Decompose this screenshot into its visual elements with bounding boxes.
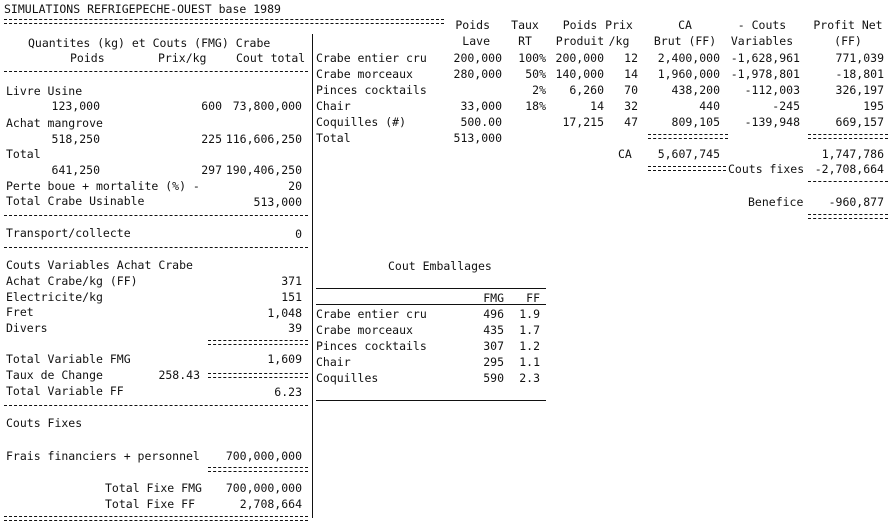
rule (208, 467, 308, 472)
rule (4, 247, 308, 248)
cell-prix: 12 (624, 51, 638, 65)
emb-col-fmg: FMG (483, 291, 504, 305)
left-header: Quantites (kg) et Couts (FMG) Crabe (28, 36, 271, 50)
cell-ca: 440 (699, 99, 720, 113)
emb-cell-fmg: 435 (483, 323, 504, 337)
total-usinable-value: 513,000 (253, 195, 302, 209)
cell-couts: -139,948 (744, 115, 800, 129)
hdr-poids-lave-2: Lave (462, 34, 490, 48)
rule (808, 181, 888, 182)
cell-taux: 18% (525, 99, 546, 113)
hdr-prix-2: /kg (608, 34, 630, 48)
cell-profit: 326,197 (835, 83, 884, 97)
cell-profit: 669,157 (835, 115, 884, 129)
hdr-poids-lave-1: Poids (455, 18, 490, 32)
electricite-value: 151 (281, 290, 302, 304)
emb-cell-ff: 1.1 (519, 355, 540, 369)
emb-cell-name: Coquilles (316, 371, 379, 385)
hdr-ca-2: Brut (FF) (653, 34, 717, 48)
hdr-poids-produit-2: Produit (555, 34, 605, 48)
emb-cell-name: Chair (316, 355, 351, 369)
cell-name: Chair (316, 99, 351, 113)
rule (4, 71, 308, 72)
livre-usine-label: Livre Usine (6, 84, 83, 98)
hdr-couts-1: - Couts (737, 18, 787, 32)
achat-prix: 225 (201, 132, 222, 146)
cell-poids-lave: 200,000 (453, 51, 502, 65)
cell-name: Coquilles (#) (316, 115, 407, 129)
rule (4, 405, 308, 406)
frais-label: Frais financiers + personnel (6, 449, 200, 463)
rule (648, 134, 728, 139)
cell-profit: 771,039 (835, 51, 884, 65)
achat-cout: 116,606,250 (225, 132, 302, 146)
cell-poids-produit: 6,260 (569, 83, 604, 97)
cell-name: Pinces cocktails (316, 83, 427, 97)
frais-value: 700,000,000 (225, 449, 302, 463)
couts-fixes-main-value: -2,708,664 (814, 162, 884, 176)
rule (316, 288, 546, 289)
col-cout-header: Cout total (236, 51, 306, 65)
rule (808, 214, 888, 219)
cell-couts: -245 (772, 99, 800, 113)
cell-poids-lave: 280,000 (453, 67, 502, 81)
emb-cell-ff: 2.3 (519, 371, 540, 385)
couts-fixes-label: Couts Fixes (6, 416, 83, 430)
cell-prix: 47 (624, 115, 638, 129)
total-var-fmg-value: 1,609 (267, 352, 302, 366)
ca-total: 5,607,745 (657, 147, 720, 161)
emb-cell-ff: 1.7 (519, 323, 540, 337)
cell-ca: 1,960,000 (657, 67, 720, 81)
hdr-prix-1: Prix (605, 18, 633, 32)
total-prix: 297 (201, 163, 222, 177)
cell-name: Crabe entier cru (316, 51, 427, 65)
achat-mangrove-label: Achat mangrove (6, 116, 103, 130)
cell-profit: 195 (863, 99, 884, 113)
cell-prix: 70 (624, 83, 638, 97)
cell-poids-lave: 500.00 (460, 115, 502, 129)
emb-cell-ff: 1.2 (519, 339, 540, 353)
cell-poids-produit: 17,215 (562, 115, 604, 129)
total-var-fmg-label: Total Variable FMG (6, 352, 131, 366)
cell-couts: -112,003 (744, 83, 800, 97)
page-title: SIMULATIONS REFRIGEPECHE-OUEST base 1989 (4, 2, 281, 16)
total-usinable-label: Total Crabe Usinable (6, 194, 145, 208)
taux-change-label: Taux de Change (6, 368, 103, 382)
cell-taux: 100% (518, 51, 546, 65)
divers-label: Divers (6, 321, 48, 335)
total-fixe-fmg-value: 700,000,000 (225, 481, 302, 495)
total-cout: 190,406,250 (225, 163, 302, 177)
total-var-ff-value: 6.23 (274, 385, 302, 399)
cell-ca: 438,200 (671, 83, 720, 97)
ca-label: CA (618, 147, 632, 161)
total-fixe-ff-value: 2,708,664 (239, 497, 302, 511)
cell-name: Crabe morceaux (316, 67, 413, 81)
emb-cell-ff: 1.9 (519, 307, 540, 321)
col-prix-header: Prix/kg (158, 51, 207, 65)
achat-kg-value: 371 (281, 274, 302, 288)
perte-value: 20 (288, 179, 302, 193)
fret-value: 1,048 (267, 306, 302, 320)
rule (316, 304, 546, 305)
cv-header: Couts Variables Achat Crabe (6, 258, 193, 272)
divers-value: 39 (288, 321, 302, 335)
cell-poids-produit: 140,000 (555, 67, 604, 81)
transport-label: Transport/collecte (6, 226, 131, 240)
emb-cell-fmg: 590 (483, 371, 504, 385)
couts-fixes-main-label: Couts fixes (728, 162, 805, 176)
emb-cell-name: Crabe morceaux (316, 323, 413, 337)
rule (208, 373, 308, 378)
hdr-profit-2: (FF) (834, 34, 862, 48)
hdr-taux-2: RT (518, 34, 532, 48)
col-poids-header: Poids (70, 51, 105, 65)
benefice-label: Benefice (748, 195, 804, 209)
cell-poids-produit: 200,000 (555, 51, 604, 65)
emb-cell-fmg: 496 (483, 307, 504, 321)
livre-poids: 123,000 (51, 99, 100, 113)
taux-change-value: 258.43 (158, 368, 200, 382)
cell-couts: -1,978,801 (730, 67, 800, 81)
total-poids: 641,250 (51, 163, 100, 177)
achat-kg-label: Achat Crabe/kg (FF) (6, 274, 138, 288)
hdr-taux-1: Taux (511, 18, 539, 32)
rule (316, 400, 546, 401)
emb-cell-name: Crabe entier cru (316, 307, 427, 321)
emb-cell-fmg: 307 (483, 339, 504, 353)
benefice-value: -960,877 (828, 195, 884, 209)
cell-prix: 14 (624, 67, 638, 81)
achat-poids: 518,250 (51, 132, 100, 146)
main-total-poids-lave: 513,000 (453, 131, 502, 145)
fret-label: Fret (6, 305, 34, 319)
cell-ca: 809,105 (671, 115, 720, 129)
cell-couts: -1,628,961 (730, 51, 800, 65)
column-divider (312, 34, 313, 518)
total-label: Total (6, 147, 41, 161)
rule (4, 516, 308, 521)
transport-value: 0 (295, 227, 302, 241)
emballages-title: Cout Emballages (388, 259, 492, 273)
cell-poids-lave: 33,000 (460, 99, 502, 113)
total-var-ff-label: Total Variable FF (6, 384, 124, 398)
hdr-ca-1: CA (678, 18, 692, 32)
cell-taux: 50% (525, 67, 546, 81)
profit-total: 1,747,786 (821, 147, 884, 161)
cell-taux: 2% (532, 83, 546, 97)
hdr-couts-2: Variables (730, 34, 794, 48)
hdr-poids-produit-1: Poids (562, 18, 598, 32)
cell-profit: -18,801 (835, 67, 884, 81)
perte-label: Perte boue + mortalite (%) - (6, 179, 200, 193)
cell-prix: 32 (624, 99, 638, 113)
emb-cell-name: Pinces cocktails (316, 339, 427, 353)
livre-cout: 73,800,000 (232, 99, 302, 113)
rule (4, 215, 308, 216)
title-double-rule (4, 19, 444, 24)
rule (208, 340, 308, 345)
emb-col-ff: FF (526, 291, 540, 305)
main-total-label: Total (316, 131, 351, 145)
total-fixe-fmg-label: Total Fixe FMG (105, 481, 202, 495)
rule (808, 134, 888, 139)
emb-cell-fmg: 295 (483, 355, 504, 369)
electricite-label: Electricite/kg (6, 290, 103, 304)
total-fixe-ff-label: Total Fixe FF (105, 497, 196, 511)
livre-prix: 600 (201, 99, 222, 113)
hdr-profit-1: Profit Net (813, 18, 883, 32)
cell-ca: 2,400,000 (657, 51, 720, 65)
rule (648, 166, 726, 171)
cell-poids-produit: 14 (590, 99, 604, 113)
